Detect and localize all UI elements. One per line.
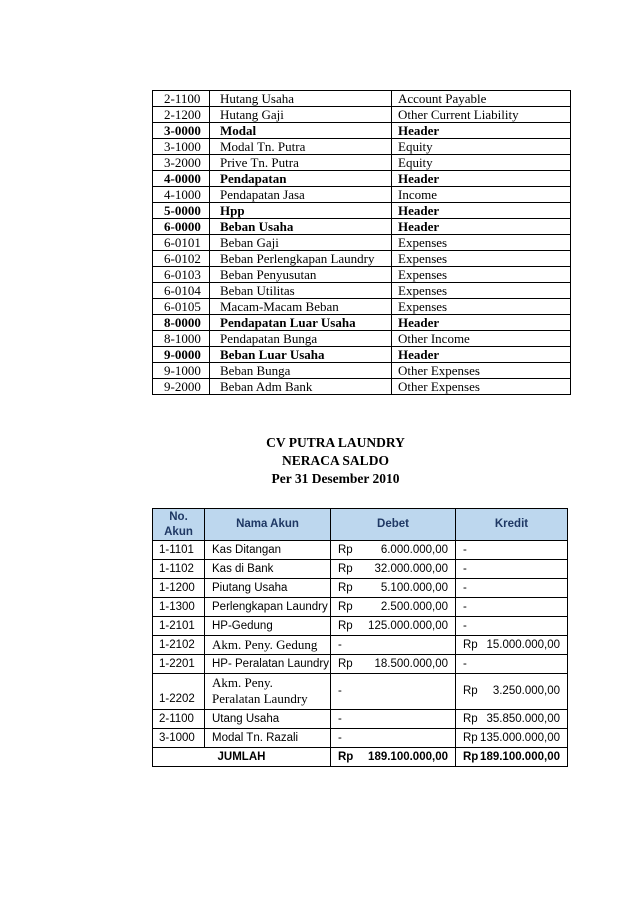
- tb-row: [153, 560, 568, 579]
- trial-balance-table: [152, 508, 568, 767]
- total-debet-cell: [331, 747, 456, 766]
- account-name: Pendapatan Bunga: [210, 331, 392, 347]
- account-name: Pendapatan Jasa: [210, 187, 392, 203]
- tb-row: [153, 728, 568, 747]
- account-name: Modal Tn. Putra: [210, 139, 392, 155]
- coa-body: [153, 91, 571, 395]
- account-type: Expenses: [392, 267, 571, 283]
- account-code: 9-0000: [153, 347, 210, 363]
- kredit-cell: -: [456, 655, 568, 674]
- coa-row: [153, 235, 571, 251]
- coa-row: [153, 171, 571, 187]
- account-type: Equity: [392, 139, 571, 155]
- account-code: 8-0000: [153, 315, 210, 331]
- account-code: 2-1100: [153, 91, 210, 107]
- amount-value: 32.000.000,00: [374, 563, 448, 575]
- kredit-cell: -: [456, 579, 568, 598]
- money-value: [463, 713, 560, 725]
- account-name: Kas Ditangan: [205, 541, 331, 560]
- account-name: Beban Luar Usaha: [210, 347, 392, 363]
- account-code: 6-0105: [153, 299, 210, 315]
- tb-header: [153, 509, 568, 541]
- account-type: Header: [392, 219, 571, 235]
- account-number: 1-1300: [153, 598, 205, 617]
- chart-of-accounts-table: [152, 90, 571, 395]
- coa-row: [153, 219, 571, 235]
- account-name: Prive Tn. Putra: [210, 155, 392, 171]
- kredit-cell: -: [456, 598, 568, 617]
- tb-row: [153, 674, 568, 710]
- amount-value: 18.500.000,00: [374, 658, 448, 670]
- account-name: Macam-Macam Beban: [210, 299, 392, 315]
- account-type: Other Current Liability: [392, 107, 571, 123]
- kredit-cell: -: [456, 617, 568, 636]
- account-code: 9-2000: [153, 379, 210, 395]
- account-name: Kas di Bank: [205, 560, 331, 579]
- debet-cell: -: [331, 636, 456, 655]
- account-code: 6-0102: [153, 251, 210, 267]
- account-type: Expenses: [392, 251, 571, 267]
- money-value: [338, 751, 448, 763]
- account-name: Akm. Peny. Peralatan Laundry: [205, 674, 331, 710]
- money-value: [338, 601, 448, 613]
- total-label: JUMLAH: [153, 747, 331, 766]
- account-name: HP-Gedung: [205, 617, 331, 636]
- amount-value: 3.250.000,00: [492, 685, 560, 698]
- tb-row: [153, 655, 568, 674]
- account-name: Hutang Gaji: [210, 107, 392, 123]
- currency-label: Rp: [338, 601, 353, 613]
- amount-value: 135.000.000,00: [480, 731, 560, 744]
- coa-row: [153, 91, 571, 107]
- account-number: 1-1200: [153, 579, 205, 598]
- coa-row: [153, 203, 571, 219]
- amount-value: 6.000.000,00: [380, 544, 448, 556]
- currency-label: Rp: [338, 658, 353, 670]
- kredit-cell: [456, 709, 568, 728]
- debet-cell: -: [331, 674, 456, 710]
- account-type: Expenses: [392, 283, 571, 299]
- account-type: Expenses: [392, 299, 571, 315]
- account-name: Modal Tn. Razali: [205, 728, 331, 747]
- account-name: Piutang Usaha: [205, 579, 331, 598]
- amount-value: 15.000.000,00: [486, 639, 560, 651]
- account-type: Equity: [392, 155, 571, 171]
- account-code: 8-1000: [153, 331, 210, 347]
- account-name: Akm. Peny. Gedung: [205, 636, 331, 655]
- currency-label: Rp: [463, 750, 479, 763]
- amount-value: 35.850.000,00: [486, 712, 560, 725]
- account-code: 3-2000: [153, 155, 210, 171]
- account-number: 2-1100: [153, 709, 205, 728]
- account-name: Beban Usaha: [210, 219, 392, 235]
- coa-row: [153, 315, 571, 331]
- tb-row: [153, 617, 568, 636]
- currency-label: Rp: [338, 620, 353, 632]
- amount-value: 5.100.000,00: [380, 582, 448, 594]
- account-type: Header: [392, 203, 571, 219]
- kredit-cell: -: [456, 541, 568, 560]
- account-code: 6-0104: [153, 283, 210, 299]
- account-type: Other Income: [392, 331, 571, 347]
- account-name: Beban Gaji: [210, 235, 392, 251]
- money-value: [463, 732, 560, 744]
- account-type: Income: [392, 187, 571, 203]
- account-number: 1-2101: [153, 617, 205, 636]
- money-value: [338, 582, 448, 594]
- coa-row: [153, 299, 571, 315]
- company-name: CV PUTRA LAUNDRY: [266, 435, 405, 450]
- total-kredit-cell: [456, 747, 568, 766]
- account-type: Header: [392, 171, 571, 187]
- debet-cell: [331, 579, 456, 598]
- col-header-nama-akun: Nama Akun: [205, 509, 331, 541]
- money-value: [338, 620, 448, 632]
- account-code: 6-0101: [153, 235, 210, 251]
- account-number: 1-2201: [153, 655, 205, 674]
- account-name: Pendapatan Luar Usaha: [210, 315, 392, 331]
- tb-row: [153, 579, 568, 598]
- tb-row: [153, 541, 568, 560]
- account-number: 1-2202: [153, 674, 205, 710]
- tb-row: [153, 636, 568, 655]
- tb-row: [153, 598, 568, 617]
- account-code: 9-1000: [153, 363, 210, 379]
- debet-cell: [331, 560, 456, 579]
- account-number: 1-2102: [153, 636, 205, 655]
- col-header-debet: Debet: [331, 509, 456, 541]
- account-type: Header: [392, 347, 571, 363]
- debet-cell: -: [331, 709, 456, 728]
- kredit-cell: [456, 636, 568, 655]
- currency-label: Rp: [463, 731, 478, 744]
- account-name: Modal: [210, 123, 392, 139]
- debet-cell: [331, 617, 456, 636]
- amount-value: 189.100.000,00: [480, 750, 560, 763]
- account-name: Hutang Usaha: [210, 91, 392, 107]
- coa-row: [153, 187, 571, 203]
- account-number: 1-1101: [153, 541, 205, 560]
- account-name: Beban Perlengkapan Laundry: [210, 251, 392, 267]
- amount-value: 189.100.000,00: [368, 750, 448, 763]
- amount-value: 125.000.000,00: [368, 620, 448, 632]
- currency-label: Rp: [463, 639, 478, 651]
- debet-cell: [331, 598, 456, 617]
- currency-label: Rp: [463, 685, 478, 698]
- account-type: Account Payable: [392, 91, 571, 107]
- account-code: 4-0000: [153, 171, 210, 187]
- currency-label: Rp: [338, 563, 353, 575]
- amount-value: 2.500.000,00: [380, 601, 448, 613]
- money-value: [338, 658, 448, 670]
- coa-row: [153, 379, 571, 395]
- account-number: 1-1102: [153, 560, 205, 579]
- currency-label: Rp: [463, 712, 478, 725]
- kredit-cell: -: [456, 560, 568, 579]
- account-code: 6-0000: [153, 219, 210, 235]
- account-name: HP- Peralatan Laundry: [205, 655, 331, 674]
- currency-label: Rp: [338, 750, 354, 763]
- money-value: [463, 639, 560, 651]
- kredit-cell: [456, 674, 568, 710]
- account-name: Beban Bunga: [210, 363, 392, 379]
- coa-row: [153, 363, 571, 379]
- account-code: 3-1000: [153, 139, 210, 155]
- account-name: Beban Utilitas: [210, 283, 392, 299]
- account-code: 2-1200: [153, 107, 210, 123]
- report-name: NERACA SALDO: [282, 453, 389, 468]
- money-value: [338, 563, 448, 575]
- coa-row: [153, 155, 571, 171]
- tb-header-row: [153, 509, 568, 541]
- currency-label: Rp: [338, 582, 353, 594]
- coa-row: [153, 331, 571, 347]
- account-type: Other Expenses: [392, 363, 571, 379]
- account-type: Header: [392, 123, 571, 139]
- col-header-kredit: Kredit: [456, 509, 568, 541]
- account-type: Header: [392, 315, 571, 331]
- col-header-no-akun: No. Akun: [153, 509, 205, 541]
- account-number: 3-1000: [153, 728, 205, 747]
- coa-row: [153, 107, 571, 123]
- tb-total-row: [153, 747, 568, 766]
- tb-row: [153, 709, 568, 728]
- money-value: [463, 751, 560, 763]
- report-title-block: [152, 434, 519, 488]
- account-code: 4-1000: [153, 187, 210, 203]
- account-name: Beban Adm Bank: [210, 379, 392, 395]
- account-name: Beban Penyusutan: [210, 267, 392, 283]
- coa-row: [153, 251, 571, 267]
- debet-cell: -: [331, 728, 456, 747]
- tb-body: [153, 541, 568, 767]
- money-value: [338, 544, 448, 556]
- account-type: Other Expenses: [392, 379, 571, 395]
- account-name: Perlengkapan Laundry: [205, 598, 331, 617]
- account-name: Hpp: [210, 203, 392, 219]
- account-code: 6-0103: [153, 267, 210, 283]
- account-code: 5-0000: [153, 203, 210, 219]
- coa-row: [153, 283, 571, 299]
- coa-row: [153, 267, 571, 283]
- debet-cell: [331, 655, 456, 674]
- coa-row: [153, 347, 571, 363]
- account-name: Pendapatan: [210, 171, 392, 187]
- report-period: Per 31 Desember 2010: [271, 471, 400, 486]
- coa-row: [153, 123, 571, 139]
- money-value: [463, 685, 560, 697]
- currency-label: Rp: [338, 544, 353, 556]
- coa-row: [153, 139, 571, 155]
- kredit-cell: [456, 728, 568, 747]
- account-type: Expenses: [392, 235, 571, 251]
- account-code: 3-0000: [153, 123, 210, 139]
- debet-cell: [331, 541, 456, 560]
- account-name: Utang Usaha: [205, 709, 331, 728]
